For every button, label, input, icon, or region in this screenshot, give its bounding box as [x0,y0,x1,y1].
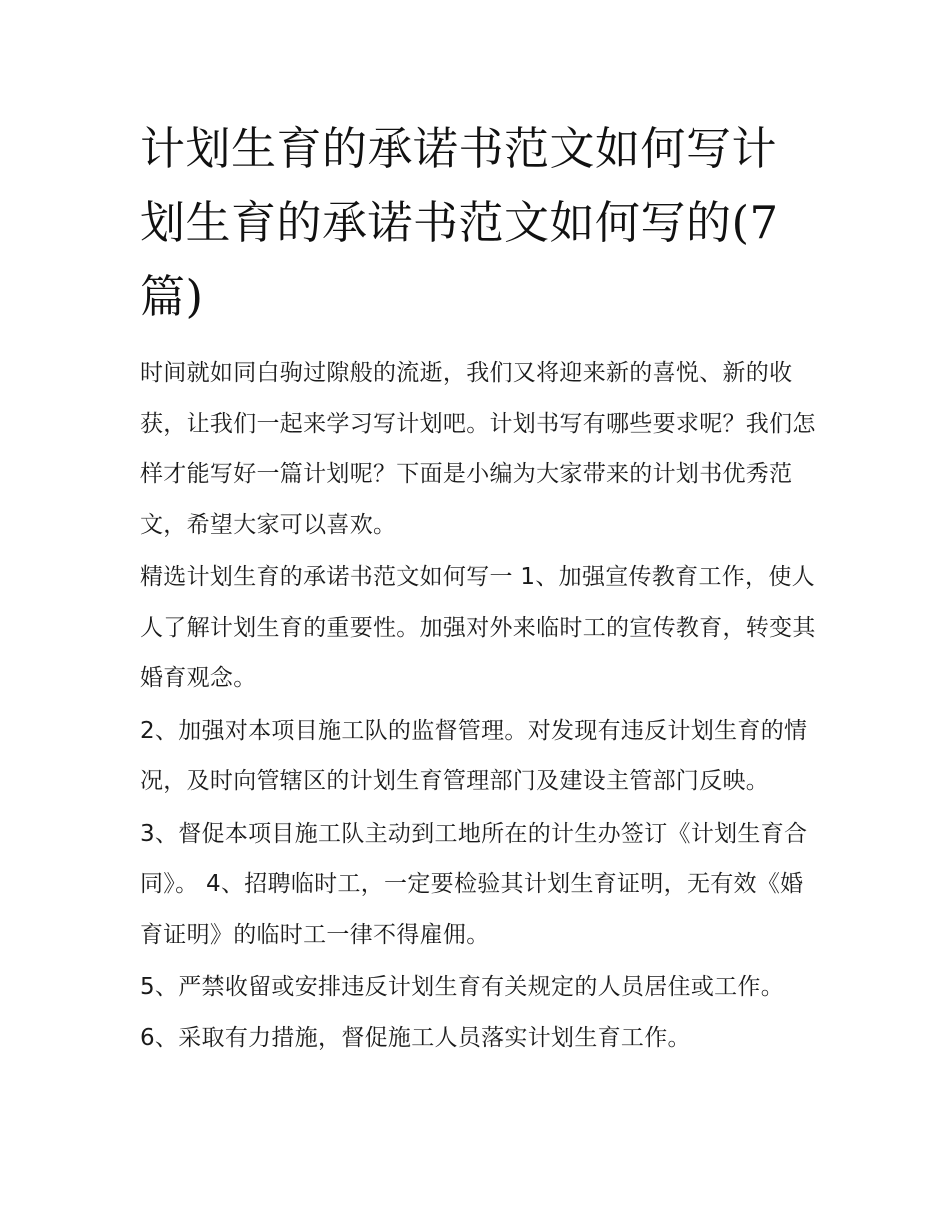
paragraph-item-3-4: 3、督促本项目施工队主动到工地所在的计生办签订《计划生育合同》。 4、招聘临时工，一定要检验其计划生育证明，无有效《婚育证明》的临时工一律不得雇佣。 [140,820,808,948]
paragraph-item-5-6: 5、严禁收留或安排违反计划生育有关规定的人员居住或工作。 6、采取有力措施，督促施工人员落实计划生育工作。 [140,974,785,1051]
document-title: 计划生育的承诺书范文如何写计划生育的承诺书范文如何写的(7篇) [140,122,779,323]
paragraph-intro: 时间就如同白驹过隙般的流逝，我们又将迎来新的喜悦、新的收获，让我们一起来学习写计划吧。计划书写有哪些要求呢？我们怎样才能写好一篇计划呢？下面是小编为大家带来的计划书优秀范文，希望大家可以喜欢。 [140,360,816,538]
paragraph-item-2: 2、加强对本项目施工队的监督管理。对发现有违反计划生育的情况，及时向管辖区的计划生育管理部门及建设主管部门反映。 [140,717,808,794]
paragraph-item-1: 精选计划生育的承诺书范文如何写一 1、加强宣传教育工作，使人人了解计划生育的重要性。加强对外来临时工的宣传教育，转变其婚育观念。 [140,564,816,691]
document-body [140,112,820,1065]
